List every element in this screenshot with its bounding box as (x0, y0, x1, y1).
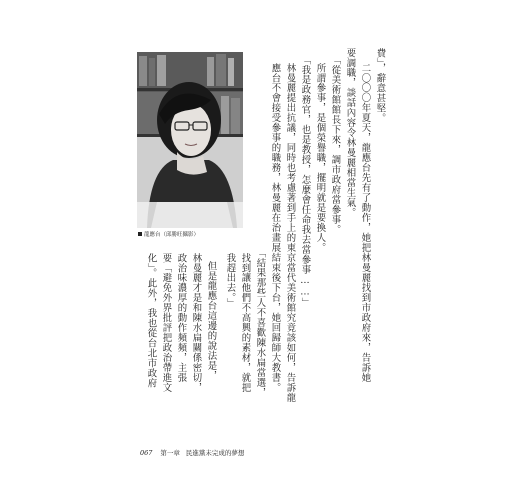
text-column-14: 政治味濃厚的動作頻頻，主張 (175, 253, 187, 383)
text-column-8: 應台不會接受參事的職務，林曼麗在治畫展結束後下台，她回歸師大教書。 (269, 63, 281, 393)
caption-bullet-icon (138, 232, 142, 236)
chapter-label: 第一章 (160, 449, 180, 457)
text-column-4: 「從美術館館長下來，調市政府當參事。 (329, 55, 341, 235)
text-column-10: 找到讓他們不高興的素材，就把 (239, 253, 251, 393)
text-column-1: 費」，辭意甚堅。 (374, 48, 386, 124)
text-column-7: 林曼麗提出抗議，同時也考慮著到手上的東京當代美術館究竟該如何，告訴龍 (284, 63, 296, 403)
caption-text: 龍應台（邱勝旺攝影） (144, 232, 200, 238)
text-column-15: 要「避免外界批評把政治帶進文 (160, 253, 172, 393)
text-column-13: 林曼麗才是和陳水扁關係密切， (190, 253, 202, 393)
text-column-2: 二〇〇〇年夏天，龍應台先有了動作，她把林曼麗找到市政府來，告訴她 (359, 63, 371, 383)
text-column-9: 「結果那些人不喜歡陳水扁當選， (254, 248, 266, 398)
photo-caption (138, 232, 199, 239)
text-column-3: 要調職，談話內容令林曼麗相當生氣。 (344, 48, 356, 218)
text-column-16: 化」。此外，我也從台北市政府 (145, 253, 157, 389)
text-column-5: 所謂參事，是個榮譽職，擺明就是要換人。 (314, 63, 326, 253)
page-number: 067 (140, 449, 153, 457)
portrait-image (137, 52, 243, 228)
page-footer (140, 448, 244, 457)
text-column-12: 但是龍應台這邊的說法是， (205, 261, 217, 381)
text-column-6: 「我是政務官，也是教授，怎麼會任命我去當參事……」 (299, 55, 311, 308)
portrait-photo (137, 52, 243, 228)
text-column-11: 我趕出去。」 (224, 253, 236, 309)
chapter-title: 民進黨未完成的夢想 (185, 449, 245, 457)
